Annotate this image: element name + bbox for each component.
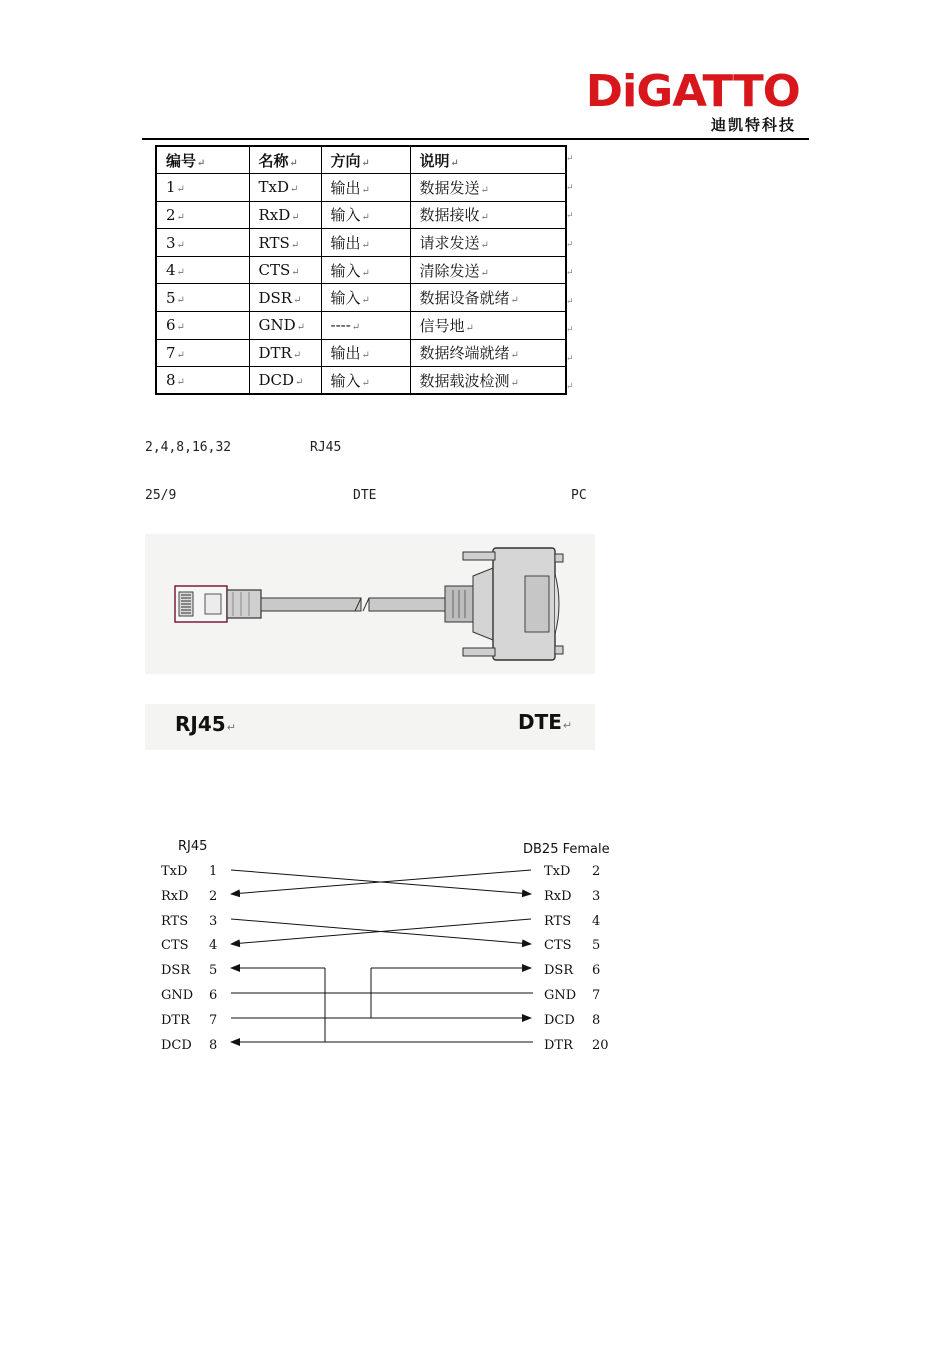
right-pin-name: TxD [544, 864, 571, 879]
table-cell: TxD↵ [249, 174, 321, 202]
table-cell: 2↵ [156, 201, 249, 229]
right-pin-name: DSR [544, 963, 574, 978]
right-pin-name: CTS [544, 938, 572, 953]
left-pin-name: DCD [161, 1038, 192, 1053]
left-pin-name: RxD [161, 889, 189, 904]
table-cell: RTS↵ [249, 229, 321, 257]
table-cell: 请求发送↵ [410, 229, 566, 257]
left-pin-name: DTR [161, 1013, 190, 1028]
left-pin-number: 7 [209, 1013, 218, 1028]
wiring-left-title: RJ45 [178, 839, 208, 854]
table-cell: GND↵ [249, 312, 321, 340]
table-cell: 数据载波检测↵ [410, 367, 566, 395]
caption-dte: DTE↵ [518, 710, 573, 734]
left-pin-number: 3 [209, 914, 218, 929]
row-end-marks: ↵ ↵ ↵ ↵ ↵ ↵ ↵ ↵ ↵ [566, 154, 574, 392]
left-pin-name: TxD [161, 864, 188, 879]
left-pin-name: RTS [161, 914, 189, 929]
table-cell: 信号地↵ [410, 312, 566, 340]
table-row [156, 312, 566, 340]
table-row [156, 339, 566, 367]
table-cell: CTS↵ [249, 256, 321, 284]
right-pin-number: 2 [592, 864, 601, 879]
table-cell: 5↵ [156, 284, 249, 312]
table-cell: 输入↵ [321, 367, 410, 395]
caption-rj45: RJ45↵ [175, 712, 236, 736]
table-cell: 4↵ [156, 256, 249, 284]
left-pin-number: 6 [209, 988, 218, 1003]
table-cell: 数据终端就绪↵ [410, 339, 566, 367]
logo-brand-text: DiGATTO [585, 66, 800, 117]
header-cell: 名称↵ [249, 146, 321, 174]
body-text-connector-size: 25/9 [145, 488, 177, 503]
table-cell: 输出↵ [321, 339, 410, 367]
pin-definition-table [155, 145, 567, 395]
right-pin-name: GND [544, 988, 577, 1003]
header-cell: 方向↵ [321, 146, 410, 174]
table-cell: 输入↵ [321, 256, 410, 284]
table-row [156, 284, 566, 312]
table-cell: ----↵ [321, 312, 410, 340]
right-pin-number: 7 [592, 988, 601, 1003]
table-cell: 6↵ [156, 312, 249, 340]
table-cell: 输入↵ [321, 284, 410, 312]
header-cell: 说明↵ [410, 146, 566, 174]
table-cell: DTR↵ [249, 339, 321, 367]
table-row [156, 201, 566, 229]
body-text-pc: PC [571, 488, 587, 503]
table-row [156, 229, 566, 257]
table-cell: 输出↵ [321, 229, 410, 257]
body-text-rj45: RJ45 [310, 440, 342, 455]
right-pin-name: RxD [544, 889, 572, 904]
table-header-row [156, 146, 566, 174]
left-pin-name: CTS [161, 938, 189, 953]
table-row [156, 174, 566, 202]
cable-illustration [145, 534, 595, 674]
table-cell: 1↵ [156, 174, 249, 202]
left-pin-name: DSR [161, 963, 191, 978]
body-text-dte: DTE [353, 488, 377, 503]
left-pin-name: GND [161, 988, 194, 1003]
company-logo [578, 68, 810, 138]
right-pin-number: 5 [592, 938, 601, 953]
table-cell: 7↵ [156, 339, 249, 367]
left-pin-number: 1 [209, 864, 218, 879]
table-cell: 数据接收↵ [410, 201, 566, 229]
right-pin-number: 20 [592, 1038, 609, 1053]
table-cell: 输出↵ [321, 174, 410, 202]
table-cell: 3↵ [156, 229, 249, 257]
table-cell: 输入↵ [321, 201, 410, 229]
right-pin-number: 4 [592, 914, 601, 929]
db25-connector-icon [445, 548, 563, 660]
wiring-diagram [145, 828, 625, 1063]
table-cell: DSR↵ [249, 284, 321, 312]
right-pin-name: DCD [544, 1013, 575, 1028]
logo-subtitle: 迪凯特科技 [710, 116, 796, 134]
cable-drawing [145, 534, 595, 674]
wiring-right-title: DB25 Female [523, 842, 610, 857]
table-row [156, 256, 566, 284]
table-cell: 数据设备就绪↵ [410, 284, 566, 312]
cable-body-icon [261, 598, 447, 611]
table-cell: DCD↵ [249, 367, 321, 395]
right-pin-number: 6 [592, 963, 601, 978]
header-divider [142, 138, 809, 140]
right-pin-name: RTS [544, 914, 572, 929]
body-text-baud-values: 2,4,8,16,32 [145, 440, 232, 455]
right-pin-name: DTR [544, 1038, 573, 1053]
table-cell: RxD↵ [249, 201, 321, 229]
rj45-plug-icon [175, 586, 261, 622]
header-cell: 编号↵ [156, 146, 249, 174]
table-cell: 8↵ [156, 367, 249, 395]
left-pin-number: 8 [209, 1038, 218, 1053]
left-pin-number: 2 [209, 889, 218, 904]
left-pin-number: 5 [209, 963, 218, 978]
table-cell: 数据发送↵ [410, 174, 566, 202]
right-pin-number: 8 [592, 1013, 601, 1028]
table-row [156, 367, 566, 395]
left-pin-number: 4 [209, 938, 218, 953]
right-pin-number: 3 [592, 889, 601, 904]
table-cell: 清除发送↵ [410, 256, 566, 284]
